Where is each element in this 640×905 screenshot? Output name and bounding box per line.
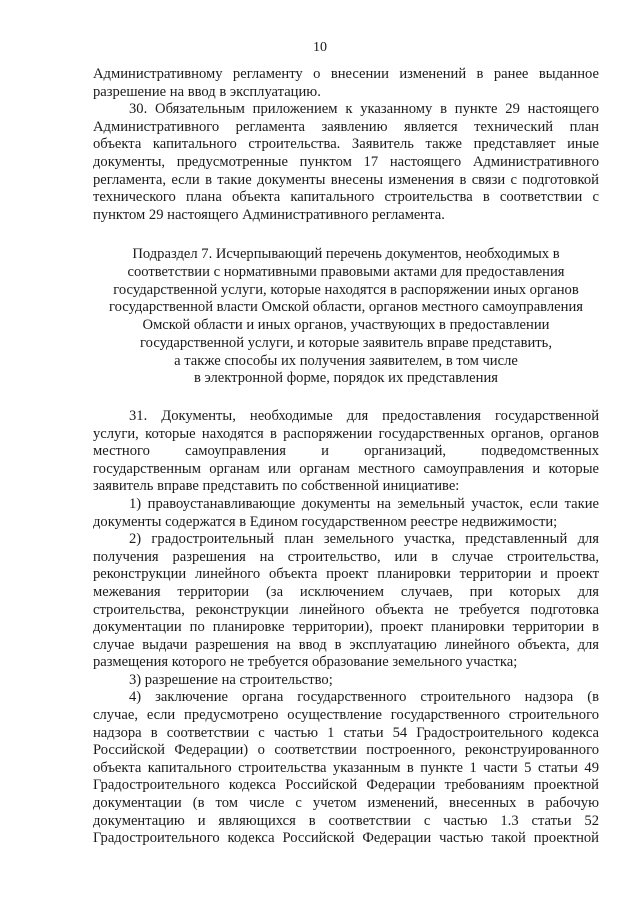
- subsection-heading: [93, 246, 599, 388]
- paragraph: [93, 408, 599, 496]
- text-line: заявитель вправе представить по собственной инициативе:: [93, 478, 460, 495]
- paragraph: [93, 101, 599, 224]
- text-line: 4) заключение органа государственного строительного надзора (в: [129, 689, 599, 706]
- heading-line: государственной услуги, и которые заявитель вправе представить,: [140, 334, 552, 351]
- text-line: межевания территории (за исключением случаев, при которых для: [93, 583, 599, 600]
- text-line: Градостроительного кодекса Российской Федерации частью такой проектной: [93, 830, 599, 847]
- text-line: технического плана объекта капитального строительства в соответствии с: [93, 189, 599, 206]
- text-line: 3) разрешение на строительство;: [129, 671, 333, 688]
- heading-line: государственной власти Омской области, органов местного самоуправления: [109, 299, 583, 316]
- text-line: документации по планировке территории), проект планировки территории в: [93, 619, 599, 636]
- text-line: Российской Федерации) о соответствии построенного, реконструированного: [93, 742, 599, 759]
- page-number: 10: [313, 40, 327, 55]
- paragraph: [93, 672, 599, 690]
- text-line: государственным органам или органам местного самоуправления и которые: [93, 460, 599, 477]
- paragraph: [93, 689, 599, 847]
- text-line: документы содержатся в Едином государственном реестре недвижимости;: [93, 513, 558, 530]
- text-line: получения разрешения на строительство, или в случае строительства,: [93, 548, 599, 565]
- text-line: надзора в соответствии с частью 1 статьи 54 Градостроительного кодекса: [93, 724, 599, 741]
- paragraphs-after-heading: [93, 408, 599, 848]
- text-line: Административному регламенту о внесении изменений в ранее выданное: [93, 66, 599, 82]
- text-line: строительства, реконструкции линейного объекта не требуется подготовка: [93, 601, 599, 618]
- paragraph: [93, 496, 599, 531]
- text-line: разрешение на ввод в эксплуатацию.: [93, 83, 321, 100]
- heading-line: Подраздел 7. Исчерпывающий перечень документов, необходимых в: [132, 246, 560, 263]
- paragraphs-before-heading: [93, 66, 599, 224]
- text-line: документации (в том числе с учетом изменений, внесенных в рабочую: [93, 795, 599, 812]
- text-line: документы, предусмотренные пунктом 17 настоящего Административного: [93, 153, 599, 170]
- text-line: реконструкции линейного объекта проект планировки территории и проект: [93, 566, 599, 583]
- heading-line: соответствии с нормативными правовыми актами для предоставления: [127, 264, 565, 281]
- text-line: документацию и являющихся в соответствии с частью 1.3 статьи 52: [93, 812, 599, 829]
- heading-line: в электронной форме, порядок их представления: [193, 370, 498, 387]
- text-line: объекта капитального строительства. Заявитель также представляет иные: [93, 136, 599, 153]
- text-line: случае, если предусмотрено осуществление государственного строительного: [93, 707, 599, 724]
- paragraph: [93, 531, 599, 672]
- text-line: 30. Обязательным приложением к указанному в пункте 29 настоящего: [129, 101, 599, 118]
- heading-line: а также способы их получения заявителем, в том числе: [174, 352, 518, 369]
- heading-line: Омской области и иных органов, участвующих в предоставлении: [142, 317, 550, 334]
- text-line: случае выдачи разрешения на ввод в эксплуатацию линейного объекта, для: [93, 636, 599, 653]
- text-line: Административного регламента заявлению является технический план: [93, 118, 599, 135]
- text-line: пунктом 29 настоящего Административного регламента.: [93, 206, 445, 223]
- text-line: объекта капитального строительства указанным в пункте 1 части 5 статьи 49: [93, 759, 599, 776]
- text-line: местного самоуправления и организаций, подведомственных: [93, 443, 599, 460]
- text-line: 31. Документы, необходимые для предоставления государственной: [129, 407, 599, 424]
- document-body: [93, 66, 599, 848]
- text-line: услуги, которые находятся в распоряжении государственных органов, органов: [93, 425, 599, 442]
- heading-line: государственной услуги, которые находятся в распоряжении иных органов: [113, 281, 579, 298]
- text-line: регламента, если в такие документы внесены изменения в связи с подготовкой: [93, 171, 599, 188]
- text-line: 1) правоустанавливающие документы на земельный участок, если такие: [129, 495, 599, 512]
- text-line: размещения которого не требуется образование земельного участка;: [93, 654, 518, 671]
- text-line: 2) градостроительный план земельного участка, представленный для: [129, 531, 599, 548]
- text-line: Градостроительного кодекса Российской Федерации требованиям проектной: [93, 777, 599, 794]
- paragraph: [93, 66, 599, 101]
